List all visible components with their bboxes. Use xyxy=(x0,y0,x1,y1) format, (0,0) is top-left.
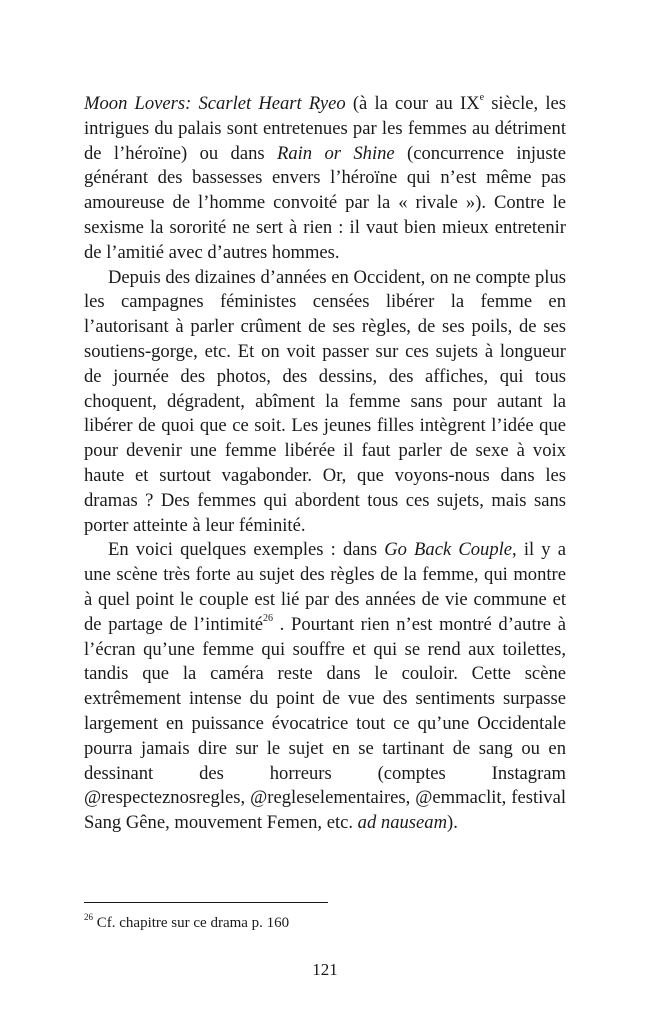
drama-title: Rain or Shine xyxy=(276,142,395,164)
superscript: e xyxy=(479,91,485,103)
paragraph-1 xyxy=(84,92,566,266)
paragraph-text: ). xyxy=(447,812,458,834)
paragraph-text: En voici quelques exemples : dans xyxy=(108,539,385,561)
page-number: 121 xyxy=(312,960,338,979)
drama-title: Moon Lovers: Scarlet Heart Ryeo xyxy=(84,93,346,114)
latin-phrase: ad nauseam xyxy=(357,812,448,834)
paragraph-text: (à la cour au IX xyxy=(345,93,480,114)
footnote-number: 26 xyxy=(84,912,93,922)
paragraph-3 xyxy=(84,538,566,836)
footnote xyxy=(84,913,289,933)
paragraph-text: siècle, les intrigues du palais sont entretenues par les femmes au détriment de l’héroïne) ou dans xyxy=(84,93,566,164)
footnote-text: Cf. chapitre sur ce drama p. 160 xyxy=(93,915,290,931)
paragraph-text: (concurrence injuste générant des bassesses envers l’héroïne qui n’est même pas amoureuse de l’homme convoité par la « rivale »). Contre le sexisme la sororité ne sert à rien : il vaut bien mieux entretenir de l’amitié avec d’autres hommes. xyxy=(84,142,567,263)
paragraph-text: . Pourtant rien n’est montré d’autre à l’écran qu’une femme qui souffre et qui se rend aux toilettes, tandis que la caméra reste dans le couloir. Cette scène extrêmement intense du point de vue des sentiments surpasse largement en puissance évocatrice tout ce qu’une Occidentale pourra jamais dire sur le sujet en se tartinant de sang ou en dessinant des horreurs (comptes Instagram @respecteznosregles, @regleselementaires, @emmaclit, festival Sang Gêne, mouvement Femen, etc. xyxy=(84,613,566,834)
footnote-divider xyxy=(84,902,328,903)
paragraph-text: , il y a une scène très forte au sujet des règles de la femme, qui montre à quel point le couple est lié par des années de vie commune et de partage de l’intimité xyxy=(84,539,566,635)
paragraph-text: Depuis des dizaines d’années en Occident, on ne compte plus les campagnes féministes censées libérer la femme en l’autorisant à parler crûment de ses règles, de ses poils, de ses soutiens-gorge, etc. Et on voit passer sur ces sujets à longueur de journée des photos, des dessins, des affiches, qui tous choquent, dégradent, abîment la femme sans pour autant la libérer de quoi que ce soit. Les jeunes filles intègrent l’idée que pour devenir une femme libérée il faut parler de sexe à voix haute et surtout vagabonder. Or, que voyons-nous dans les dramas ? Des femmes qui abordent tous ces sujets, mais sans porter atteinte à leur féminité. xyxy=(84,266,566,536)
body-text xyxy=(84,92,566,836)
footnote-reference[interactable]: 26 xyxy=(263,612,274,624)
drama-title: Go Back Couple xyxy=(384,539,513,561)
paragraph-2 xyxy=(84,266,566,539)
